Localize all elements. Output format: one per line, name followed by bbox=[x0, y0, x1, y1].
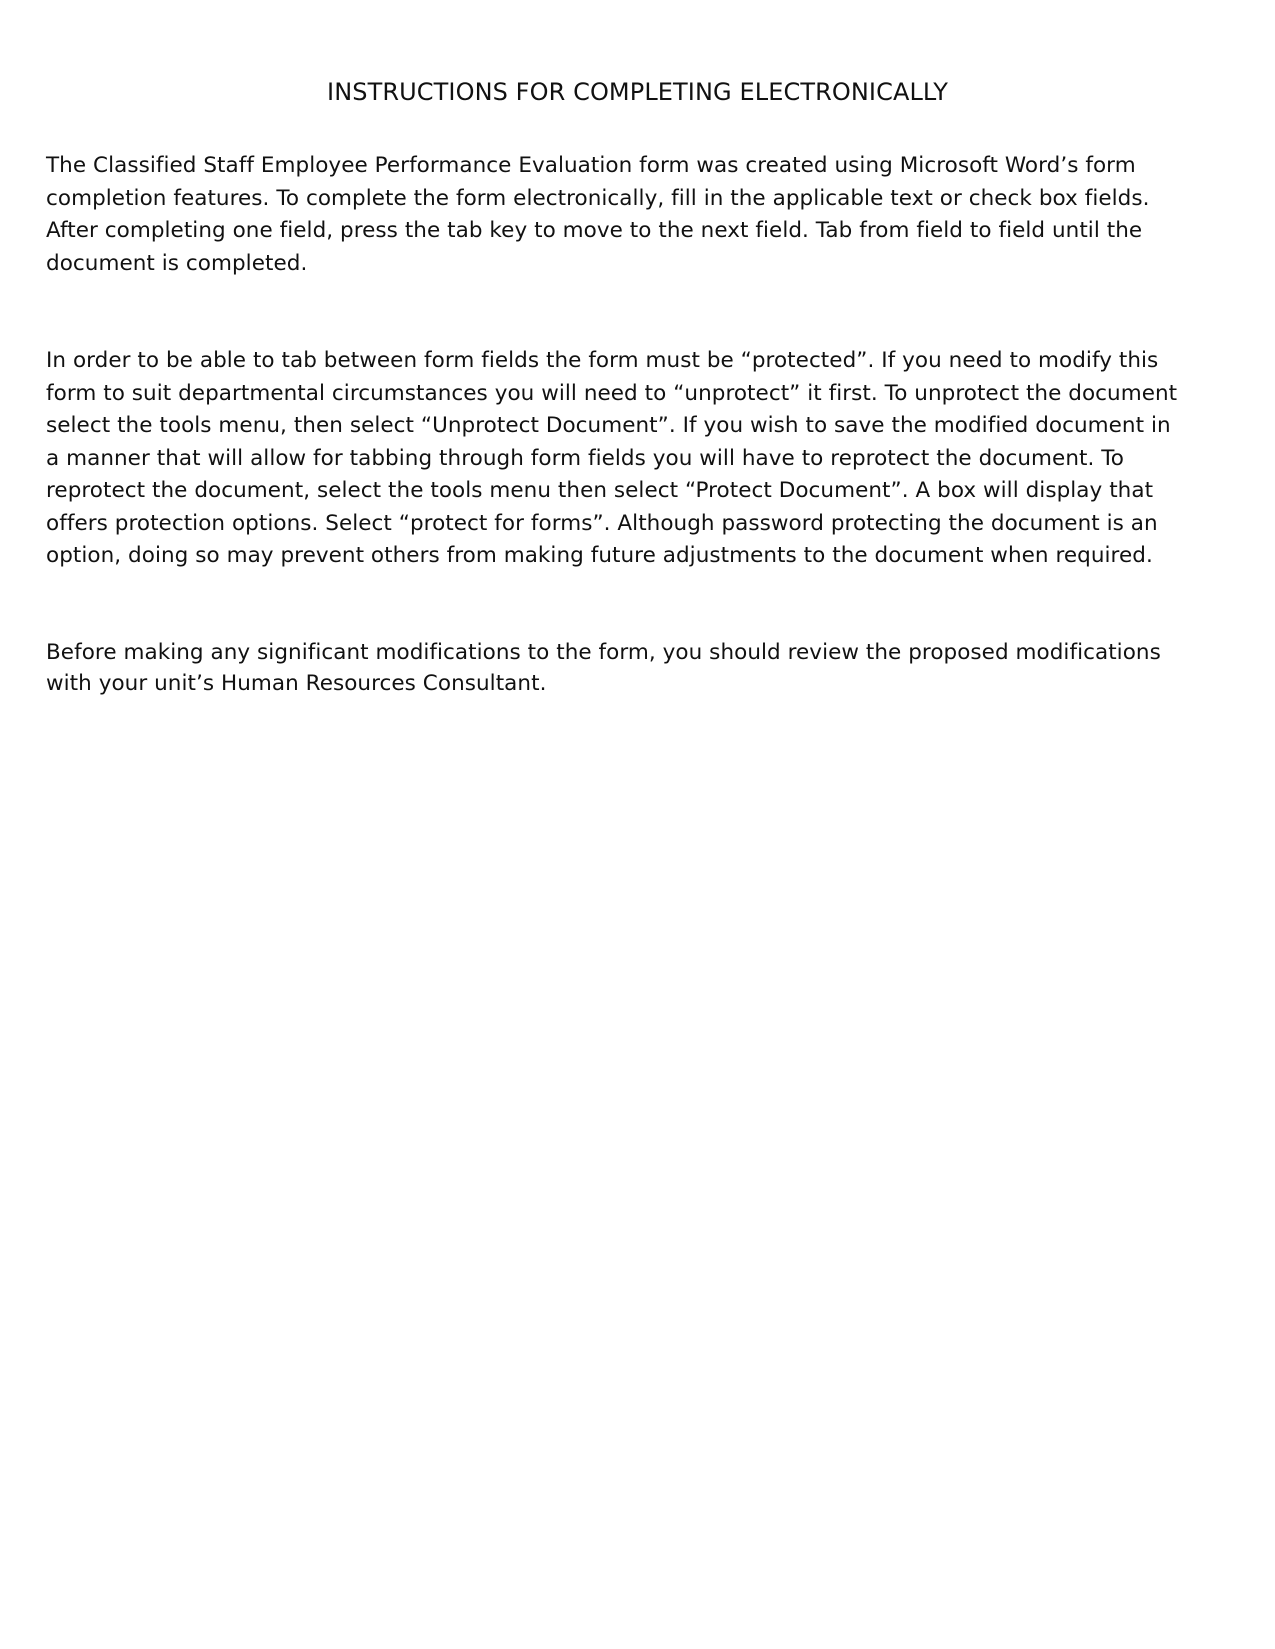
paragraph-line: a manner that will allow for tabbing through form fields you will have to reprotect the document. To bbox=[46, 445, 1124, 471]
paragraph-form-completion bbox=[46, 150, 1246, 280]
paragraph-line: option, doing so may prevent others from making future adjustments to the document when required. bbox=[46, 543, 1153, 568]
paragraph-line: with your unit’s Human Resources Consultant. bbox=[46, 671, 547, 696]
paragraph-line: select the tools menu, then select “Unprotect Document”. If you wish to save the modified document in bbox=[46, 413, 1171, 438]
page-title: INSTRUCTIONS FOR COMPLETING ELECTRONICALLY bbox=[327, 78, 948, 106]
paragraph-line: document is completed. bbox=[46, 250, 308, 276]
paragraph-line: The Classified Staff Employee Performance Evaluation form was created using Microsoft Word’s form bbox=[46, 153, 1136, 178]
paragraph-review-modifications bbox=[46, 637, 1246, 699]
paragraph-line: reprotect the document, select the tools menu then select “Protect Document”. A box will display that bbox=[46, 478, 1154, 503]
paragraph-protection bbox=[46, 345, 1246, 573]
paragraph-line: In order to be able to tab between form fields the form must be “protected”. If you need to modify this bbox=[46, 348, 1159, 373]
paragraph-line: Before making any significant modifications to the form, you should review the proposed modifications bbox=[46, 640, 1161, 665]
paragraph-line: completion features. To complete the form electronically, fill in the applicable text or check box fields. bbox=[46, 185, 1150, 211]
paragraph-line: form to suit departmental circumstances you will need to “unprotect” it first. To unprotect the document bbox=[46, 380, 1178, 406]
paragraph-line: offers protection options. Select “protect for forms”. Although password protecting the document is an bbox=[46, 510, 1158, 536]
paragraph-line: After completing one field, press the tab key to move to the next field. Tab from field to field until the bbox=[46, 218, 1143, 243]
